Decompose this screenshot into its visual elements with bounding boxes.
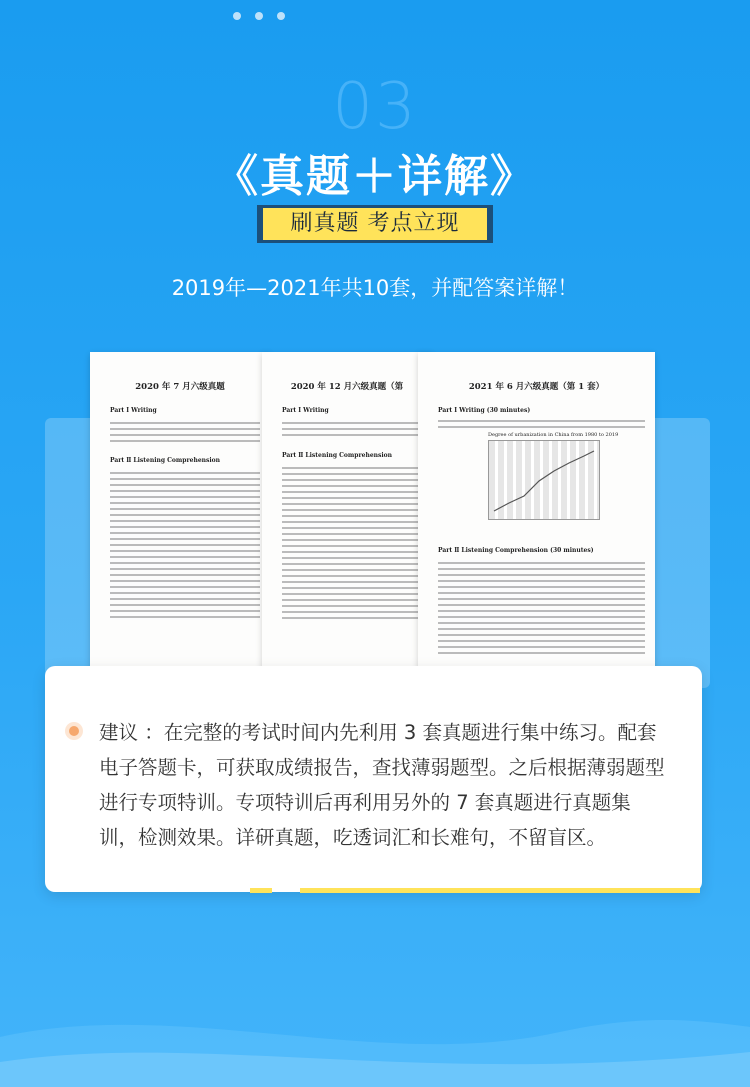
- paper-part1: Part Ⅰ Writing: [110, 407, 157, 414]
- bullet-dot: [69, 726, 79, 736]
- paper-part1: Part Ⅰ Writing: [282, 407, 329, 414]
- paper-part2: Part Ⅱ Listening Comprehension: [110, 457, 221, 464]
- page-indicator-dots: [233, 12, 285, 20]
- advice-text: 建议 ：在完整的考试时间内先利用 3 套真题进行集中练习。配套电子答题卡，可获取成绩报告，查找薄弱题型。之后根据薄弱题型进行专项特训。专项特训后再利用另外的 7 套真题进行真题集训，检测效果。详研真题，吃透词汇和长难句，不留盲区。: [99, 721, 665, 849]
- tagline-text: 刷真题 考点立现: [263, 208, 487, 240]
- paper-part2: Part Ⅱ Listening Comprehension: [282, 452, 393, 459]
- paper-part1: Part Ⅰ Writing (30 minutes): [438, 407, 531, 414]
- paper-header: 2021 年 6 月六级真题（第 1 套）: [468, 382, 605, 392]
- exam-paper-stack: [90, 352, 655, 670]
- card-accent-bar: [300, 888, 700, 893]
- exam-paper-2020-jul: [90, 352, 270, 670]
- subtitle: 2019年—2021年共10套，并配答案详解！: [171, 276, 579, 300]
- urbanization-chart: [488, 440, 600, 520]
- advice-card: [45, 666, 702, 892]
- exam-paper-2021-jun: [418, 352, 655, 670]
- paper-header: 2020 年 7 月六级真题: [135, 382, 225, 392]
- section-number: 03: [332, 70, 418, 144]
- card-accent-bar: [250, 888, 272, 893]
- paper-header: 2020 年 12 月六级真题（第: [290, 382, 404, 392]
- page-title: 《真题＋详解》: [214, 151, 536, 202]
- tagline-badge: [257, 205, 493, 243]
- bottom-wave: [0, 977, 750, 1087]
- exam-paper-2020-dec: [262, 352, 432, 670]
- paper-part2: Part Ⅱ Listening Comprehension (30 minutes): [438, 547, 594, 554]
- chart-caption: Degree of urbanization in China from 1980 to 2019: [488, 432, 619, 438]
